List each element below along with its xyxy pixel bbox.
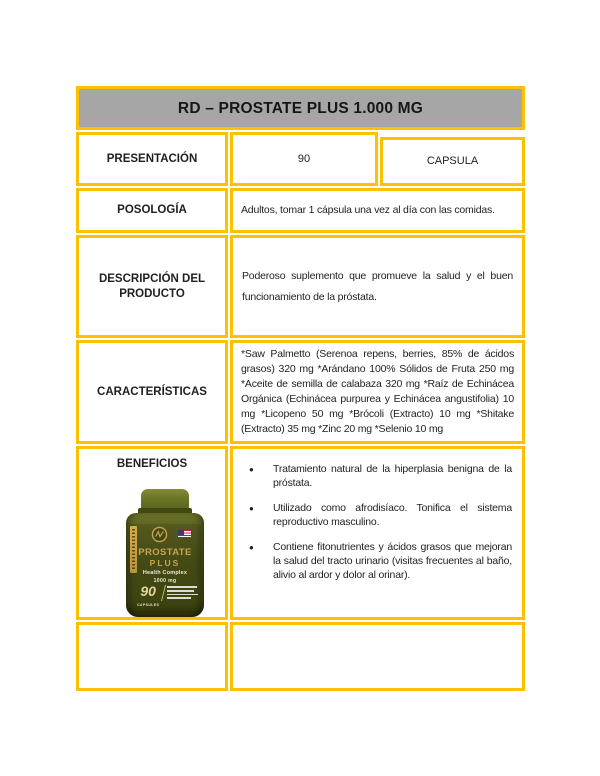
benefit-item	[249, 462, 512, 490]
bottle-product-name-2: PLUS	[149, 558, 181, 568]
beneficios-label: BENEFICIOS	[116, 458, 188, 470]
bottle-count: 90	[140, 583, 156, 599]
benefit-text: Contiene fitonutrientes y ácidos grasos que mejoran la salud del tracto urinario (visitas frecuentes al baño, alivio al ardor y dolor al orinar).	[273, 541, 512, 581]
benefit-text: Tratamiento natural de la hiperplasia benigna de la próstata.	[273, 463, 512, 489]
row-posologia	[76, 188, 525, 233]
posologia-text: Adultos, tomar 1 cápsula una vez al día con las comidas.	[230, 188, 525, 233]
empty-cell-left	[76, 622, 228, 691]
row-caracteristicas	[76, 340, 525, 444]
benefit-item	[249, 540, 512, 582]
bottle-product-name: PROSTATE	[138, 547, 192, 558]
caracteristicas-text: *Saw Palmetto (Serenoa repens, berries, 85% de ácidos grasos) 320 mg *Arándano 100% Sólidos de Fruta 250 mg *Aceite de semilla de calabaza 320 mg *Raíz de Echinácea Orgánica (Echinácea purpurea y Echinácea angustifolia) 10 mg *Licopeno 50 mg *Brócoli (Extracto) 10 mg *Shitake (Extracto) 35 mg *Zinc 20 mg *Selenio 10 mg	[230, 340, 525, 444]
beneficios-cell	[76, 446, 228, 620]
benefit-text: Utilizado como afrodisíaco. Tonifica el sistema reproductivo masculino.	[273, 502, 512, 528]
brand-emblem-icon	[151, 526, 168, 543]
row-beneficios	[76, 446, 525, 620]
us-flag-icon	[178, 530, 191, 538]
bullet-icon: ●	[249, 543, 254, 552]
fineprint-line	[167, 586, 197, 588]
benefits-list	[233, 462, 518, 582]
row-descripcion	[76, 235, 525, 338]
presentacion-label: PRESENTACIÓN	[76, 132, 228, 186]
bottle-count-row	[137, 585, 198, 613]
posologia-label: POSOLOGÍA	[76, 188, 228, 233]
bottle-body	[126, 513, 204, 617]
bottle-dose: 1000 mg	[153, 577, 177, 584]
bottle-count-unit: CAPSULES	[137, 603, 160, 607]
bottle-count-block	[137, 585, 159, 613]
bullet-icon: ●	[249, 504, 254, 513]
bottle-label-divider	[161, 585, 166, 601]
empty-cell-right	[230, 622, 525, 691]
row-empty	[76, 622, 525, 691]
fineprint-line	[167, 590, 194, 592]
bullet-icon: ●	[249, 465, 254, 474]
product-title: RD – PROSTATE PLUS 1.000 MG	[76, 86, 525, 130]
fineprint-line	[167, 597, 191, 599]
table-header-row	[76, 86, 525, 130]
descripcion-text: Poderoso suplemento que promueve la salud y el buen funcionamiento de la próstata.	[230, 235, 525, 338]
product-bottle-image	[126, 489, 204, 617]
beneficios-content	[230, 446, 525, 620]
fineprint-line	[167, 594, 198, 596]
benefit-item	[249, 501, 512, 529]
caracteristicas-label: CARACTERÍSTICAS	[76, 340, 228, 444]
product-spec-table	[74, 84, 527, 693]
bottle-fineprint	[167, 585, 198, 599]
descripcion-label: DESCRIPCIÓN DEL PRODUCTO	[76, 235, 228, 338]
presentacion-format: CAPSULA	[380, 137, 525, 186]
bottle-subtitle: Health Complex	[142, 570, 188, 576]
bottle-cap	[141, 489, 189, 509]
row-presentacion	[76, 132, 525, 186]
presentacion-format-cell	[380, 132, 525, 186]
presentacion-quantity: 90	[230, 132, 378, 186]
